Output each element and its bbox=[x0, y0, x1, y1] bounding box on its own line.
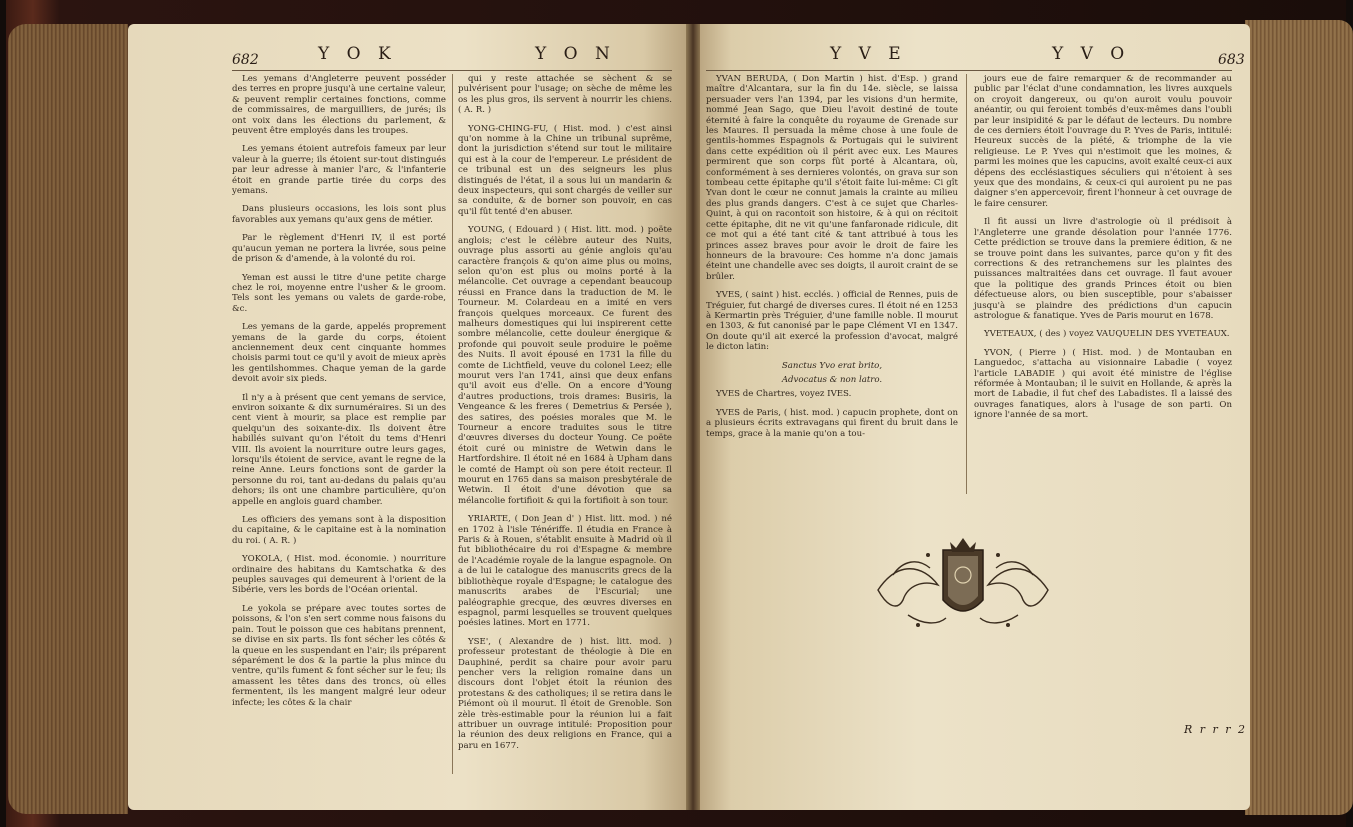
right-running-head-2: Y V O bbox=[1052, 44, 1131, 64]
right-running-head-1: Y V E bbox=[830, 44, 907, 64]
paragraph: YVETEAUX, ( des ) voyez VAUQUELIN DES YVETEAUX. bbox=[984, 329, 1230, 340]
paragraph: YONG-CHING-FU, ( Hist. mod. ) c'est ainsi qu'on nomme à la Chine un tribunal suprême, dont la jurisdiction s'étend sur tout le militaire qui est à la cour de l'empereur. Le président de ce tribunal est un des seigneurs les plus distingués de l'état, il a sous lui un mandarin & deux inspecteurs, qui sont chargés de veiller sur sa conduite, & de borner son pouvoir, en cas qu'il fût tenté d'en abuser. bbox=[458, 123, 672, 217]
paragraph: YVES, ( saint ) hist. ecclés. ) official de Rennes, puis de Tréguier, fut chargé de diverses cures. Il étoit né en 1253 à Kermartin près Tréguier, d'une famille noble. Il mourut en 1303, & fut canonisé par le pape Clément VI en 1347. On doute qu'il ait exercé la profession d'avocat, malgré le dicton latin: bbox=[706, 290, 958, 353]
left-column-rule bbox=[452, 74, 453, 774]
paragraph: YRIARTE, ( Don Jean d' ) Hist. litt. mod. ) né en 1702 à l'isle Ténériffe. Il étudia en France à Paris & à Rouen, s'établit ensuite à Madrid où il fut bibliothécaire du roi d'Espagne & membre de l'Académie royale de la langue espagnole. On a de lui le catalogue des manuscrits grecs de la bibliothèque royale d'Espagne; le catalogue des manuscrits arabes de l'Escurial; une paléographie grecque, des œuvres diverses en espagnol, parmi lesquelles se trouvent quelques poésies latines. Mort en 1771. bbox=[458, 514, 672, 629]
book-gutter bbox=[686, 24, 700, 810]
paragraph: jours eue de faire remarquer & de recommander au public par l'éclat d'une condamnation, les livres auxquels on croyoit dangereux, ou qu'on auroit voulu pouvoir anéantir, ou qui feroient tombés d'eux-mêmes dans l'oubli par leur insipidité & par le défaut de lecteurs. Du nombre de ces derniers étoit l'ouvrage du P. Yves de Paris, intitulé: Heureux succès de la piété, & triomphe de la vie religieuse. Le P. Yves qui n'estimoit que les moines, & parmi les moines que les capucins, avoit exalté ceux-ci aux dépens des ecclésiastiques séculiers qui n'étoient à ses yeux que des mondains, & ceux-ci qui auroient pu ne pas daigner s'en appercevoir, firent l'honneur à cet ouvrage de le faire censurer. bbox=[974, 74, 1232, 209]
left-column-2 bbox=[458, 74, 672, 759]
paragraph: YSE', ( Alexandre de ) hist. litt. mod. ) professeur protestant de théologie à Die en Dauphiné, perdit sa chaire pour avoir paru pencher vers la religion romaine dans un discours dont l'objet étoit la réunion des protestans & des catholiques; il se retira dans le Piémont où il mourut. Il étoit de Grenoble. Son zèle très-estimable pour la réunion lui a fait attribuer un ouvrage intitulé: Proposition pour la réunion des deux religions en France, qui a paru en 1677. bbox=[458, 636, 672, 751]
paragraph: Yeman est aussi le titre d'une petite charge chez le roi, moyenne entre l'usher & le groom. Tels sont les yemans ou valets de garde-robe, &c. bbox=[232, 272, 446, 314]
left-running-head-1: Y O K bbox=[318, 44, 397, 64]
left-column-1 bbox=[232, 74, 446, 716]
verse-line: Sanctus Yvo erat brito, bbox=[781, 360, 883, 371]
paragraph: Il n'y a à présent que cent yemans de service, environ soixante & dix surnuméraires. Si un des cent vient à mourir, sa place est remplie par quelqu'un des soixante-dix. Ils doivent être habillés suivant qu'on l'étoit du tems d'Henri VIII. Ils avoient la nourriture outre leurs gages, lorsqu'ils étoient de service, avant le regne de la reine Anne. Leurs fonctions sont de garder la personne du roi, tant au-dedans du palais qu'au dehors; ils ont une chambre particulière, qu'on appelle en anglois guard chamber. bbox=[232, 392, 446, 507]
right-page-number: 683 bbox=[1218, 52, 1245, 68]
paragraph: Les yemans d'Angleterre peuvent posséder des terres en propre jusqu'à une certaine valeur, & peuvent remplir certaines fonctions, comme de commissaires, de marguilliers, de jurés; ils ont voix dans les élections du parlement, & peuvent être employés dans les troupes. bbox=[232, 74, 446, 137]
paragraph: Par le règlement d'Henri IV, il est porté qu'aucun yeman ne portera la livrée, sous peine de prison & d'amende, à la volonté du roi. bbox=[232, 233, 446, 265]
left-page-number: 682 bbox=[232, 52, 259, 68]
paragraph: Les yemans étoient autrefois fameux par leur valeur à la guerre; ils étoient sur-tout distingués par leur adresse à manier l'arc, & l'infanterie étoit en grande partie tirée du corps des yemans. bbox=[232, 144, 446, 197]
paragraph: YOUNG, ( Edouard ) ( Hist. litt. mod. ) poëte anglois; c'est le célèbre auteur des Nuits, ouvrage plus assorti au génie anglois qu'au caractère françois & qu'on aime plus ou moins, selon qu'on est plus ou moins porté à la mélancolie. Cet ouvrage a cependant beaucoup réussi en France dans la traduction de M. le Tourneur. M. Colardeau en a imité en vers françois quelques morceaux. Ce furent des malheurs domestiques qui lui inspirerent cette sombre mélancolie, cette douleur énergique & profonde qui pouvoit seule produire le poëme des Nuits. Il avoit épousé en 1731 la fille du comte de Lichtfield, veuve du colonel Leez; elle mourut vers l'an 1741, ainsi que deux enfans qu'il avoit eus d'elle. On a encore d'Young d'autres productions, trois drames: Busiris, la Vengeance & les freres ( Demetrius & Persée ), des satires, des poésies morales que M. le Tourneur a encore traduites sous le titre d'œuvres diverses du docteur Young. Ce poëte étoit curé ou ministre de Wetwin dans le Hartfordshire. Il étoit né en 1684 à Upham dans le comté de Hampt où son pere étoit recteur. Il mourut en 1765 dans sa maison presbytérale de Wetwin. Il étoit d'une dévotion que sa mélancolie fortifioit & qui la fortifioit à son tour. bbox=[458, 225, 672, 506]
right-page-edges bbox=[1245, 20, 1353, 815]
signature-mark: R r r r 2 bbox=[1184, 723, 1248, 736]
left-running-head-2: Y O N bbox=[535, 44, 616, 64]
verse-line: Advocatus & non latro. bbox=[781, 374, 883, 385]
paragraph: YVON, ( Pierre ) ( Hist. mod. ) de Montauban en Languedoc, s'attacha au visionnaire Labadie ( voyez l'article LABADIE ) qui avoit été ministre de l'église réformée à Montauban; il le suivit en Hollande, & après la mort de Labadie, il fut chef des Labadistes. Il a laissé des ouvrages fanatiques, alors à l'usage de son parti. On ignore l'année de sa mort. bbox=[974, 347, 1232, 421]
paragraph: Dans plusieurs occasions, les lois sont plus favorables aux yemans qu'aux gens de métier. bbox=[232, 204, 446, 225]
paragraph: YOKOLA, ( Hist. mod. économie. ) nourriture ordinaire des habitans du Kamtschatka & des peuples sauvages qui demeurent à l'orient de la Sibérie, vers les bords de l'Océan oriental. bbox=[232, 554, 446, 596]
right-column-rule bbox=[966, 74, 967, 494]
right-column-2 bbox=[974, 74, 1232, 429]
end-ornament-icon bbox=[868, 530, 1058, 640]
paragraph: Les yemans de la garde, appelés proprement yemans de la garde du corps, étoient anciennement deux cent cinquante hommes choisis parmi tout ce qu'il y avoit de mieux après les gentilshommes. Chaque yeman de la garde devoit avoir six pieds. bbox=[232, 322, 446, 385]
paragraph: Les officiers des yemans sont à la disposition du capitaine, & le capitaine est à la nomination du roi. ( A. R. ) bbox=[232, 515, 446, 546]
right-head-rule bbox=[706, 70, 1232, 71]
paragraph: Le yokola se prépare avec toutes sortes de poissons, & l'on s'en sert comme nous faisons du pain. Tout le poisson que ces habitans prennent, se divise en six parts. Ils font sécher les côtés & la queue en les suspendant en l'air; ils préparent séparément le dos & la partie la plus mince du ventre, qu'ils fument & font sécher sur le feu; ils amassent les têtes dans des troncs, où elles fermentent, ils les mangent malgré leur odeur infecte; les côtes & la chair bbox=[232, 603, 446, 708]
paragraph: YVAN BERUDA, ( Don Martin ) hist. d'Esp. ) grand maître d'Alcantara, sur la fin du 14e. siècle, se laissa persuader vers l'an 1394, par les visions d'un hermite, nommé Jean Sago, que Dieu l'avoit destiné de toute éternité à faire la conquête du royaume de Grenade sur les Maures. Il persuada la même chose à une foule de gentils-hommes Espagnols & Portugais qui le suivirent dans cette expédition où il périt avec eux. Les Maures permirent que son corps fût porté à Alcantara, où, conformément à ses dernieres volontés, on grava sur son tombeau cette épitaphe qu'il s'étoit faite lui-même: Ci gît Yvan dont le cœur ne connut jamais la crainte au milieu des plus grands dangers. C'est à ce sujet que Charles-Quint, à qui on racontoit son histoire, & à qui on récitoit cette épitaphe, dit ne vit qu'une fanfaronade ridicule, dit ce mot qui a été tant cité & tant attribué à tous les princes assez braves pour avoir le droit de faire les honneurs de la bravoure: Ces homme n'a donc jamais éteint une chandelle avec ses doigts, il auroit craint de se brûler. bbox=[706, 74, 958, 282]
paragraph: qui y reste attachée se sèchent & se pulvérisent pour l'usage; on sèche de même les os les plus gros, ils servent à nourrir les chiens. ( A. R. ) bbox=[458, 74, 672, 116]
left-head-rule bbox=[232, 70, 672, 71]
paragraph: Il fit aussi un livre d'astrologie où il prédisoit à l'Angleterre une grande désolation pour l'année 1776. Cette prédiction se trouve dans la premiere édition, & ne se trouve point dans les suivantes, parce qu'on y fit des corrections & des retranchemens sur les plaintes des puissances maltraitées dans cet ouvrage. Il faut avouer que la politique des grands Princes étoit ou bien défectueuse alors, ou bien susceptible, pour s'abaisser jusqu'à se plaindre des prédictions d'un capucin astrologue & fanatique. Yves de Paris mourut en 1678. bbox=[974, 217, 1232, 321]
paragraph: YVES de Paris, ( hist. mod. ) capucin prophete, dont on a plusieurs écrits extravagans qui firent du bruit dans le temps, grace à la manie qu'on a tou- bbox=[706, 407, 958, 439]
paragraph: YVES de Chartres, voyez IVES. bbox=[716, 389, 852, 400]
right-column-1 bbox=[706, 74, 958, 447]
left-page-edges bbox=[8, 24, 128, 814]
